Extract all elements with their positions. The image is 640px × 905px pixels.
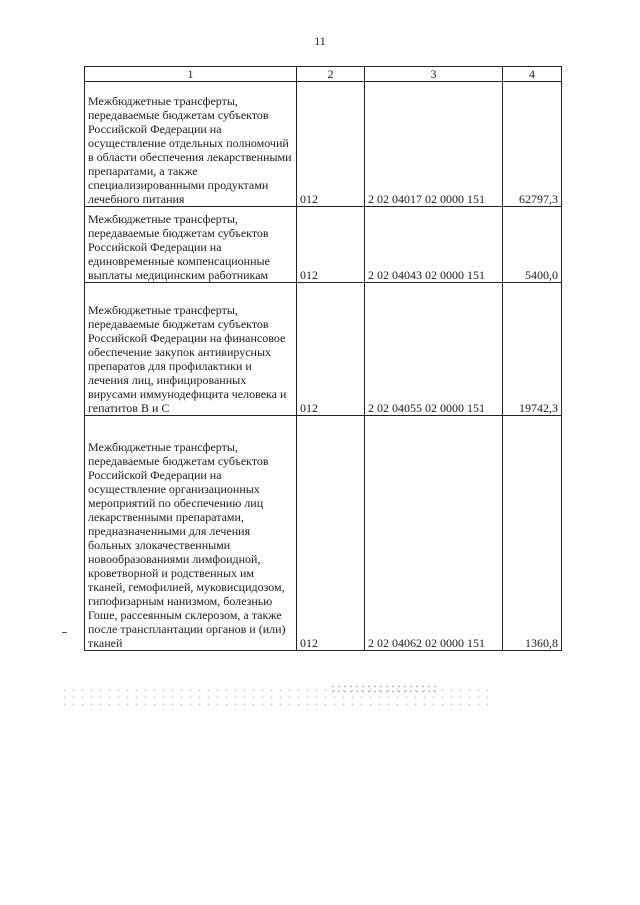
row-admin-code: 012 [297,416,365,651]
column-header-4: 4 [503,67,562,82]
table-row [85,82,562,207]
margin-mark [62,632,67,633]
row-description: Межбюджетные трансферты, передаваемые бюджетам субъектов Российской Федерации на финансовое обеспечение закупок антивирусных препаратов для профилактики и лечения лиц, инфицированных вирусами иммунодефицита человека и гепатитов В и С [85,283,297,416]
table-row [85,283,562,416]
row-amount: 1360,8 [503,416,562,651]
row-description: Межбюджетные трансферты, передаваемые бюджетам субъектов Российской Федерации на осуществление организационных мероприятий по обеспечению лиц лекарственными препаратами, предназначенными для лечения больных злокачественными новообразованиями лимфоидной, кроветворной и родственных им тканей, гемофилией, муковисцидозом, гипофизарным нанизмом, болезнью Гоше, рассеянным склерозом, а также после трансплантации органов и (или) тканей [85,416,297,651]
row-budget-code: 2 02 04043 02 0000 151 [365,207,503,283]
row-amount: 5400,0 [503,207,562,283]
table-row [85,207,562,283]
scan-artifact [330,684,440,694]
page-number: 11 [314,34,326,48]
row-admin-code: 012 [297,283,365,416]
column-header-2: 2 [297,67,365,82]
row-amount: 19742,3 [503,283,562,416]
row-budget-code: 2 02 04062 02 0000 151 [365,416,503,651]
budget-table [84,66,562,651]
row-description: Межбюджетные трансферты, передаваемые бюджетам субъектов Российской Федерации на единовременные компенсационные выплаты медицинским работникам [85,207,297,283]
row-amount: 62797,3 [503,82,562,207]
table-row [85,416,562,651]
row-admin-code: 012 [297,82,365,207]
row-budget-code: 2 02 04055 02 0000 151 [365,283,503,416]
column-header-1: 1 [85,67,297,82]
row-description: Межбюджетные трансферты, передаваемые бюджетам субъектов Российской Федерации на осуществление отдельных полномочий в области обеспечения лекарственными препаратами, а также специализированными продуктами лечебного питания [85,82,297,207]
column-header-3: 3 [365,67,503,82]
table-header-row [85,67,562,82]
row-admin-code: 012 [297,207,365,283]
row-budget-code: 2 02 04017 02 0000 151 [365,82,503,207]
